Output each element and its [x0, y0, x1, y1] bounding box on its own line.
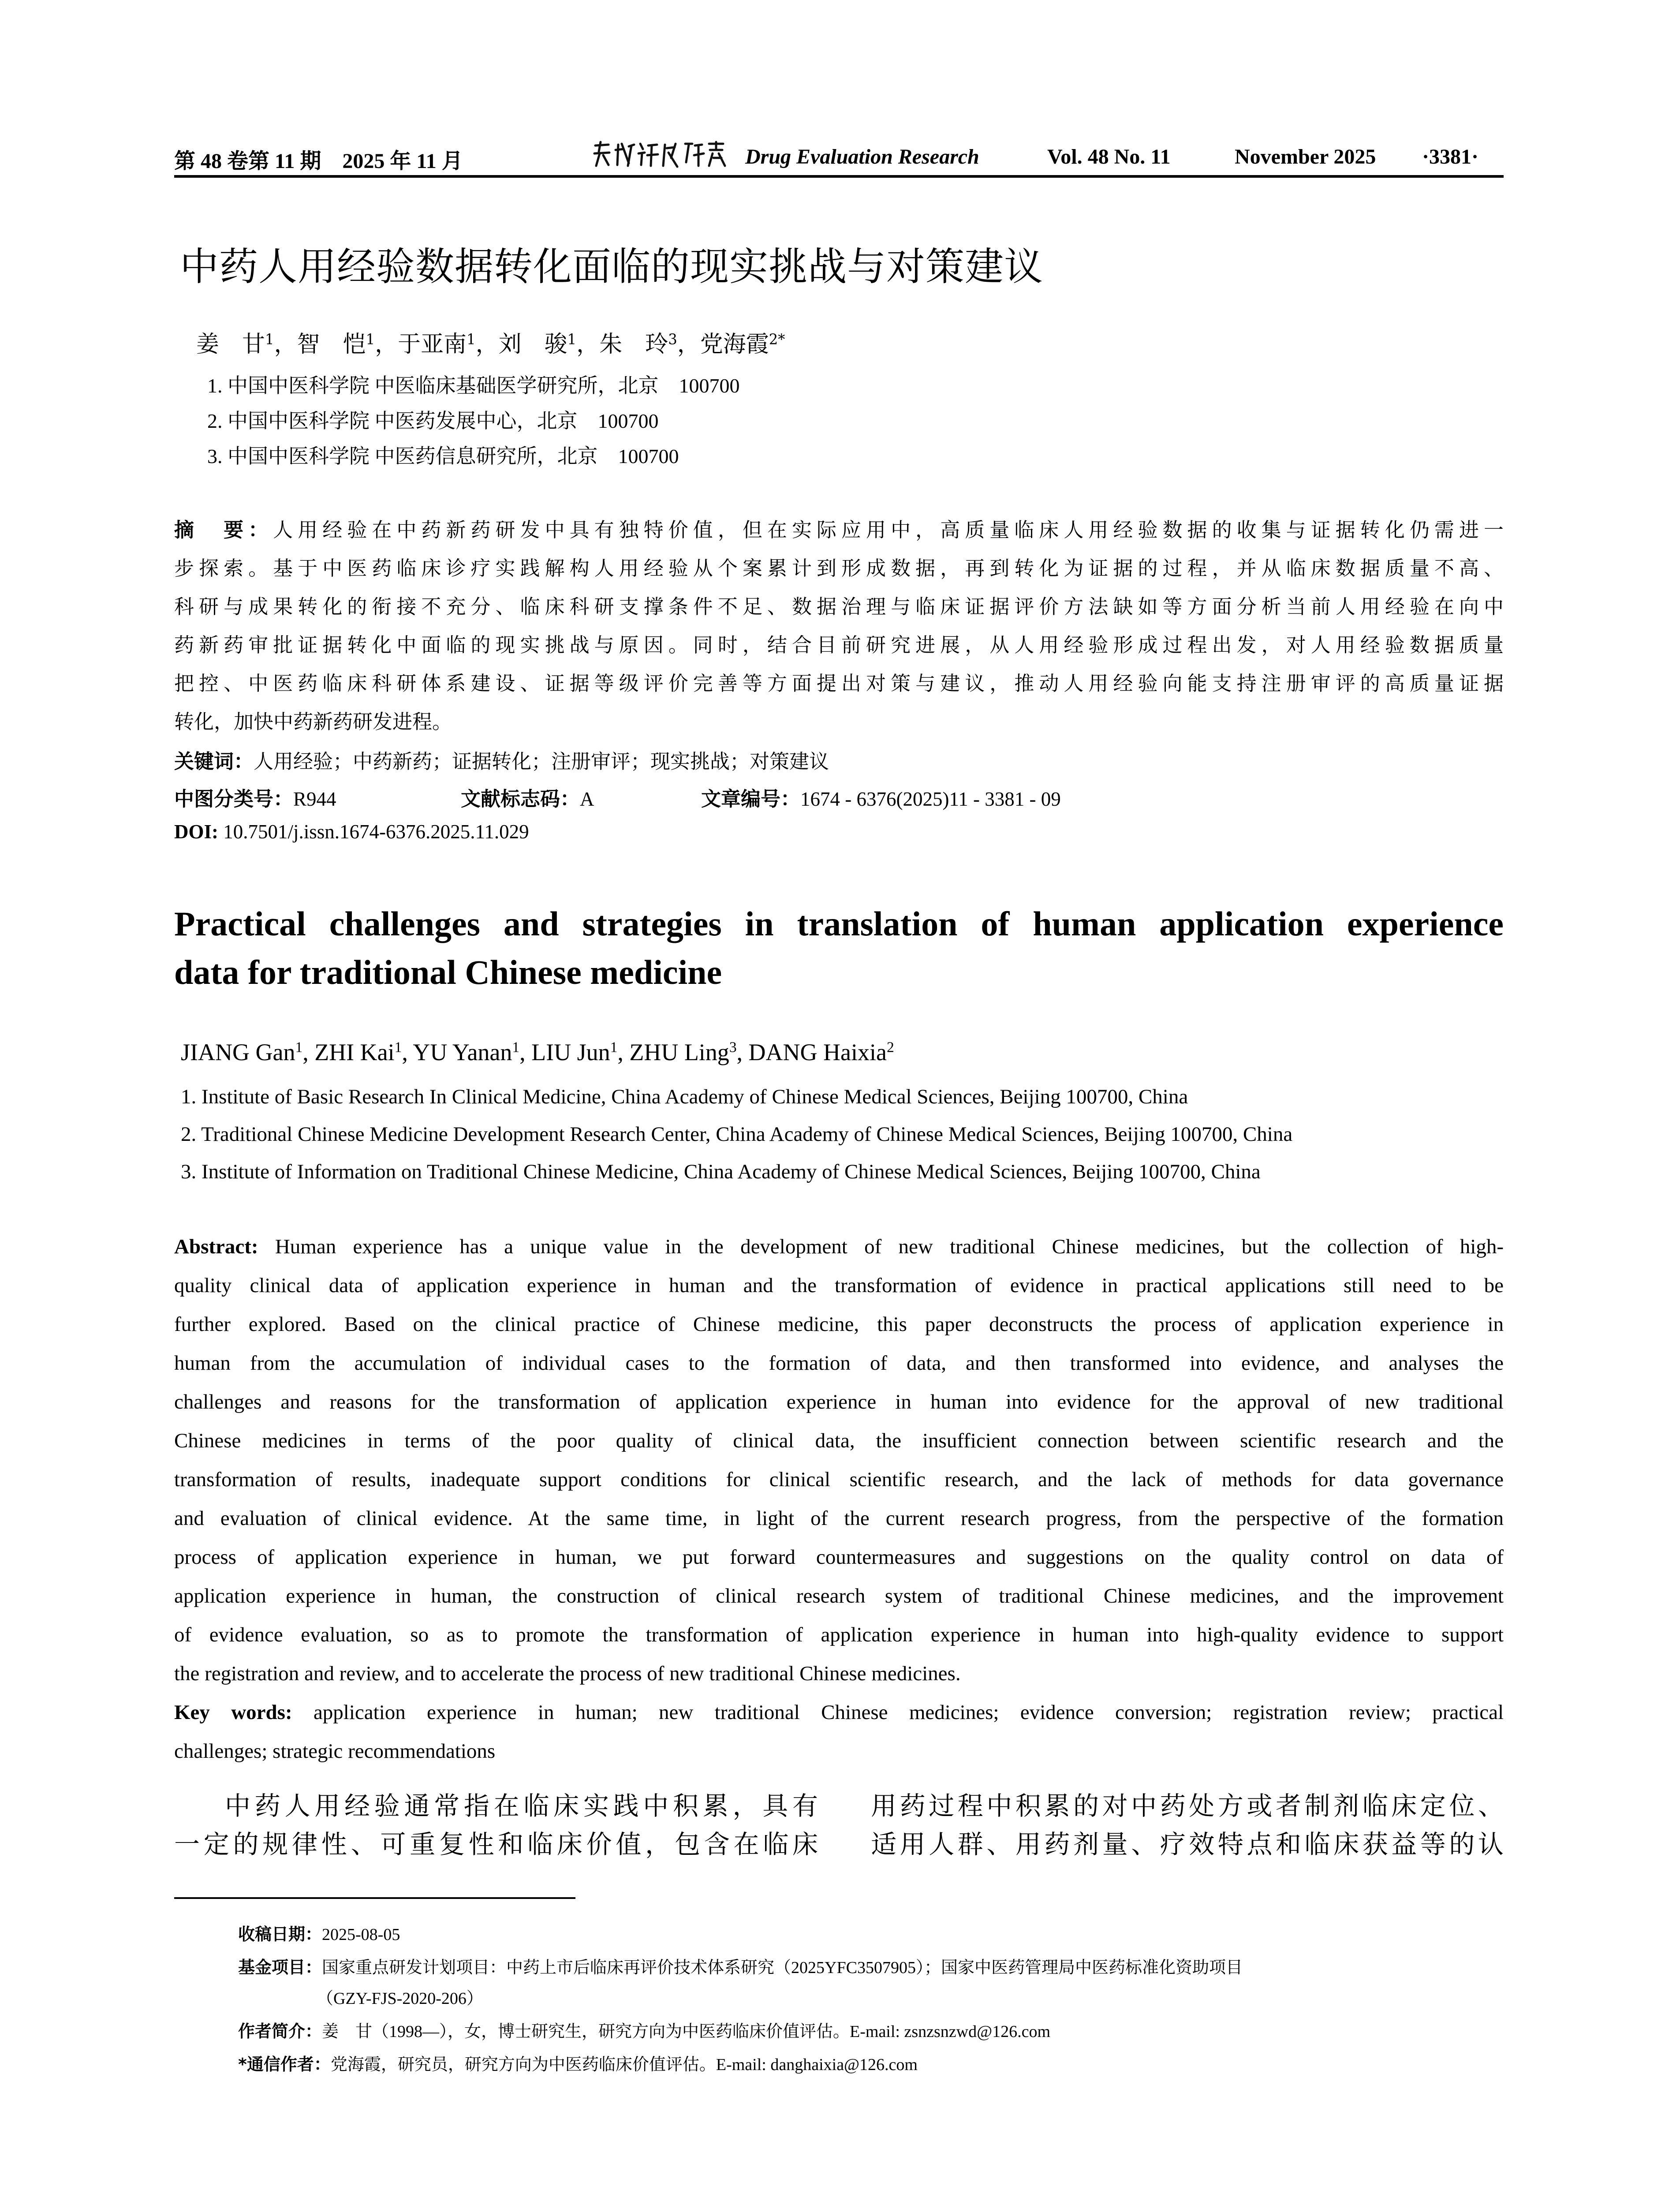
abstract-en-line: Abstract: Human experience has a unique value in the development of new traditional Chinese medicines, but the collection of high- [174, 1235, 1504, 1258]
abstract-en-line: Chinese medicines in terms of the poor quality of clinical data, the insufficient connection between scientific research and the [174, 1429, 1504, 1452]
keywords-en-line: challenges; strategic recommendations [174, 1740, 496, 1763]
title-en-line: data for traditional Chinese medicine [174, 953, 722, 991]
abstract-cn-line: 步探索。基于中医药临床诊疗实践解构人用经验从个案累计到形成数据，再到转化为证据的过程，并从临床数据质量不高、 [174, 557, 1504, 579]
abstract-en-line: the registration and review, and to accelerate the process of new traditional Chinese medicines. [174, 1662, 961, 1685]
abstract-en-line: human from the accumulation of individual cases to the formation of data, and then transformed into evidence, and analyses the [174, 1352, 1504, 1375]
abstract-en-line: challenges and reasons for the transformation of application experience in human into evidence for the approval of new traditional [174, 1390, 1504, 1413]
author-en: LIU Jun$^1$ [531, 1039, 618, 1065]
affiliation-en: 3. Institute of Information on Traditional Chinese Medicine, China Academy of Chinese Medical Sciences, Beijing 100700, China [181, 1160, 1261, 1183]
affiliation-en: 1. Institute of Basic Research In Clinical Medicine, China Academy of Chinese Medical Sciences, Beijing 100700, China [181, 1085, 1188, 1108]
affiliation-cn: 2. 中国中医科学院 中医药发展中心，北京 100700 [207, 410, 659, 432]
authors-cn: 姜 甘$^1$，智 恺$^1$，于亚南$^1$，刘 骏$^1$，朱 玲$^3$，党海霞$^{2*}$ [196, 331, 785, 358]
author-cn: 朱 玲$^3$ [599, 331, 677, 358]
abstract-cn-line: 科研与成果转化的衔接不充分、临床科研支撑条件不足、数据治理与临床证据评价方法缺如等方面分析当前人用经验在向中 [174, 596, 1504, 618]
authors-en: JIANG Gan$^1$, ZHI Kai$^1$, YU Yanan$^1$, LIU Jun$^1$, ZHU Ling$^3$, DANG Haixia$^2$ [181, 1039, 894, 1065]
abstract-cn-line: 转化，加快中药新药研发进程。 [174, 711, 452, 733]
clc-number: 中图分类号：R944 [174, 787, 336, 811]
title-en-line: Practical challenges and strategies in translation of human application experience [174, 904, 1504, 943]
author-en: ZHI Kai$^1$ [314, 1039, 402, 1065]
abstract-en-line: quality clinical data of application experience in human and the transformation of evidence in practical applications still need to be [174, 1274, 1504, 1297]
body-left-line: 一定的规律性、可重复性和临床价值，包含在临床 [174, 1830, 818, 1859]
footnote-received: 收稿日期：2025-08-05 [238, 1925, 400, 1944]
footnote-corresponding: *通信作者：党海霞，研究员，研究方向为中医药临床价值评估。E-mail: danghaixia@126.com [238, 2055, 918, 2074]
author-cn: 姜 甘$^1$ [196, 331, 274, 358]
document-code: 文献标志码：A [461, 787, 594, 811]
month-year: November 2025 [1235, 145, 1376, 168]
keywords-en-line: Key words: application experience in human; new traditional Chinese medicines; evidence conversion; registration review; practical [174, 1701, 1504, 1724]
keywords-cn-label: 关键词： [174, 750, 254, 773]
abstract-en-label: Abstract: [174, 1235, 258, 1258]
abstract-cn-line: 药新药审批证据转化中面临的现实挑战与原因。同时，结合目前研究进展，从人用经验形成过程出发，对人用经验数据质量 [174, 634, 1504, 656]
article-number: 文章编号：1674 - 6376(2025)11 - 3381 - 09 [701, 787, 1061, 811]
journal-name-en: Drug Evaluation Research [745, 145, 979, 168]
header-rule [174, 175, 1504, 178]
page-number: ·3381· [1422, 145, 1479, 168]
abstract-cn-label: 摘 要： [174, 518, 273, 542]
abstract-en-line: application experience in human, the construction of clinical research system of traditional Chinese medicines, and the improvement [174, 1585, 1504, 1607]
author-cn: 智 恺$^1$ [297, 331, 375, 358]
author-en: ZHU Ling$^3$ [629, 1039, 737, 1065]
abstract-en-line: of evidence evaluation, so as to promote the transformation of application experience in human into high-quality evidence to support [174, 1623, 1504, 1646]
affiliation-cn: 3. 中国中医科学院 中医药信息研究所，北京 100700 [207, 445, 679, 467]
author-en: DANG Haixia$^2$ [748, 1039, 894, 1065]
author-cn: 党海霞$^{2*}$ [700, 331, 785, 358]
affiliation-en: 2. Traditional Chinese Medicine Development Research Center, China Academy of Chinese Medical Sciences, Beijing 100700, China [181, 1123, 1293, 1146]
author-en: YU Yanan$^1$ [413, 1039, 520, 1065]
abstract-en-line: and evaluation of clinical evidence. At the same time, in light of the current research progress, from the perspective of the formation [174, 1507, 1504, 1530]
author-cn: 刘 骏$^1$ [498, 331, 577, 358]
body-right-line: 适用人群、用药剂量、疗效特点和临床获益等的认 [871, 1830, 1504, 1859]
author-en: JIANG Gan$^1$ [181, 1039, 303, 1065]
footnote-funding-cont: （GZY-FJS-2020-206） [317, 1989, 483, 2008]
doi-link[interactable]: 10.7501/j.issn.1674-6376.2025.11.029 [223, 821, 529, 843]
abstract-en-line: process of application experience in human, we put forward countermeasures and suggestions on the quality control on data of [174, 1546, 1504, 1569]
keywords-en-label: Key words: [174, 1701, 292, 1724]
abstract-cn-line: 把控、中医药临床科研体系建设、证据等级评价完善等方面提出对策与建议，推动人用经验向能支持注册审评的高质量证据 [174, 673, 1504, 695]
abstract-cn-line: 摘 要：人用经验在中药新药研发中具有独特价值，但在实际应用中，高质量临床人用经验数据的收集与证据转化仍需进一 [174, 518, 1504, 542]
body-right-line: 用药过程中积累的对中药处方或者制剂临床定位、 [871, 1792, 1504, 1820]
running-header [174, 140, 1504, 173]
volume-issue-cn: 第 48 卷第 11 期 2025 年 11 月 [174, 149, 463, 173]
keywords-cn: 关键词：人用经验；中药新药；证据转化；注册审评；现实挑战；对策建议 [174, 750, 829, 773]
footnote-author-bio: 作者简介：姜 甘（1998—），女，博士研究生，研究方向为中医药临床价值评估。E-mail: zsnzsnzwd@126.com [238, 2022, 1051, 2041]
author-cn: 于亚南$^1$ [398, 331, 476, 358]
abstract-en-line: further explored. Based on the clinical practice of Chinese medicine, this paper deconstructs the process of application experience in [174, 1313, 1504, 1336]
body-left-line: 中药人用经验通常指在临床实践中积累，具有 [225, 1792, 818, 1820]
affiliation-cn: 1. 中国中医科学院 中医临床基础医学研究所，北京 100700 [207, 374, 740, 397]
abstract-en-line: transformation of results, inadequate support conditions for clinical scientific research, and the lack of methods for data governance [174, 1468, 1504, 1491]
footnote-funding: 基金项目：国家重点研发计划项目：中药上市后临床再评价技术体系研究（2025YFC3507905）；国家中医药管理局中医药标准化资助项目 [238, 1958, 1243, 1977]
doi: DOI: 10.7501/j.issn.1674-6376.2025.11.029 [174, 821, 529, 843]
footnote-rule [174, 1897, 575, 1899]
journal-calligraphy-logo [591, 140, 728, 168]
title-cn: 中药人用经验数据转化面临的现实挑战与对策建议 [180, 244, 1044, 289]
volume-issue-en: Vol. 48 No. 11 [1047, 145, 1171, 168]
